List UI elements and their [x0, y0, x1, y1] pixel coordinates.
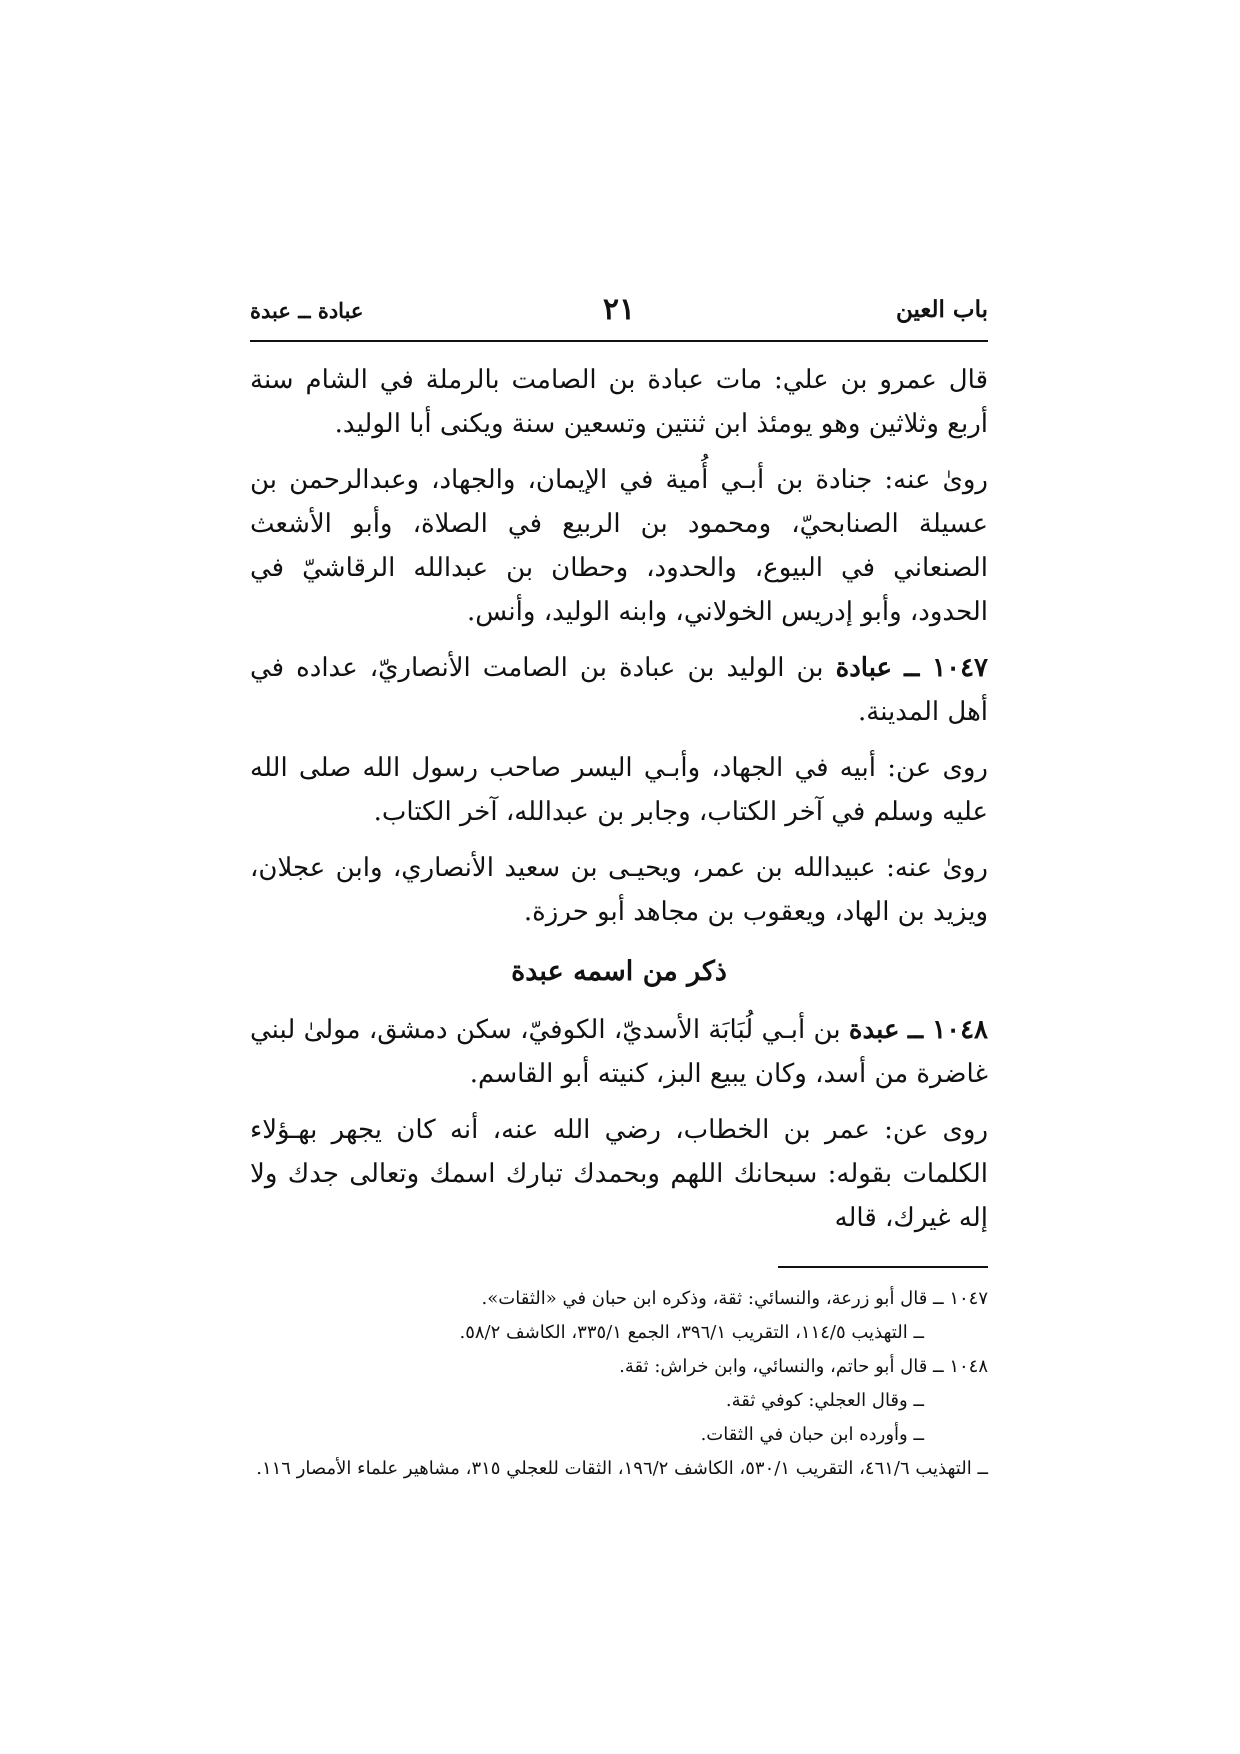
entry-1048 — [250, 1008, 988, 1096]
entry-number: ١٠٤٨ ــ — [907, 1015, 989, 1045]
book-page — [250, 292, 988, 1486]
entry-range: عبادة ــ عبدة — [250, 298, 364, 323]
footnote-line: ــ التهذيب ٤٦١/٦، التقريب ٥٣٠/١، الكاشف ١٩٦/٢، الثقات للعجلي ٣١٥، مشاهير علماء الأمصار ١١٦. — [256, 1458, 988, 1479]
paragraph-death-report: قال عمرو بن علي: مات عبادة بن الصامت بالرملة في الشام سنة أربع وثلاثين وهو يومئذ ابن ثنتين وتسعين سنة ويكنى أبا الوليد. — [250, 365, 988, 439]
page-header — [250, 292, 988, 342]
footnote-line: ــ وقال العجلي: كوفي ثقة. — [725, 1390, 924, 1411]
footnote-1048: ١٠٤٨ ــ قال أبو حاتم، والنسائي، وابن خراش: ثقة. — [619, 1356, 988, 1377]
footnote-line: ــ وأورده ابن حبان في الثقات. — [700, 1424, 924, 1445]
paragraph-narrators-from: روىٰ عنه: جنادة بن أبـي أُمية في الإيمان، والجهاد، وعبدالرحمن بن عسيلة الصنابحيّ، ومحمود بن الربيع في الصلاة، وأبو الأشعث الصنعاني في البيوع، والحدود، وحطان بن عبدالله الرقاشيّ في الحدود، وأبو إدريس الخولاني، وابنه الوليد، وأنس. — [250, 465, 988, 627]
paragraph-narrated-from: روى عن: عمر بن الخطاب، رضي الله عنه، أنه كان يجهر بهـؤلاء الكلمات بقوله: سبحانك اللهم وبحمدك تبارك اسمك وتعالى جدك ولا إله غيرك، قاله — [250, 1115, 988, 1233]
entry-number: ١٠٤٧ ــ — [904, 653, 988, 683]
chapter-title: باب العين — [895, 296, 988, 323]
paragraph-narrators-from: روىٰ عنه: عبيدالله بن عمر، ويحيـى بن سعيد الأنصاري، وابن عجلان، ويزيد بن الهاد، ويعقوب بن مجاهد أبو حرزة. — [250, 853, 988, 927]
entry-name: عبادة — [835, 653, 893, 683]
entry-1047 — [250, 646, 988, 734]
page-number: ٢١ — [602, 292, 636, 327]
entry-description: بن أبـي لُبَابَة الأسديّ، الكوفيّ، سكن دمشق، مولىٰ لبني غاضرة من أسد، وكان يبيع البز، كنيته أبو القاسم. — [250, 1015, 988, 1089]
footnote-line: ــ التهذيب ١١٤/٥، التقريب ٣٩٦/١، الجمع ٣٣٥/١، الكاشف ٥٨/٢. — [459, 1322, 924, 1343]
entry-name: عبدة — [848, 1015, 900, 1045]
entry-description: بن الوليد بن عبادة بن الصامت الأنصاريّ، عداده في أهل المدينة. — [250, 653, 988, 727]
main-text — [250, 358, 988, 1240]
paragraph-narrated-from: روى عن: أبيه في الجهاد، وأبـي اليسر صاحب رسول الله صلى الله عليه وسلم في آخر الكتاب، وجابر بن عبدالله، آخر الكتاب. — [250, 753, 988, 827]
section-heading: ذكر من اسمه عبدة — [511, 956, 727, 987]
footnote-1047: ١٠٤٧ ــ قال أبو زرعة، والنسائي: ثقة، وذكره ابن حبان في «الثقات». — [481, 1288, 988, 1309]
footnote-divider — [778, 1266, 988, 1268]
footnotes — [250, 1282, 988, 1486]
